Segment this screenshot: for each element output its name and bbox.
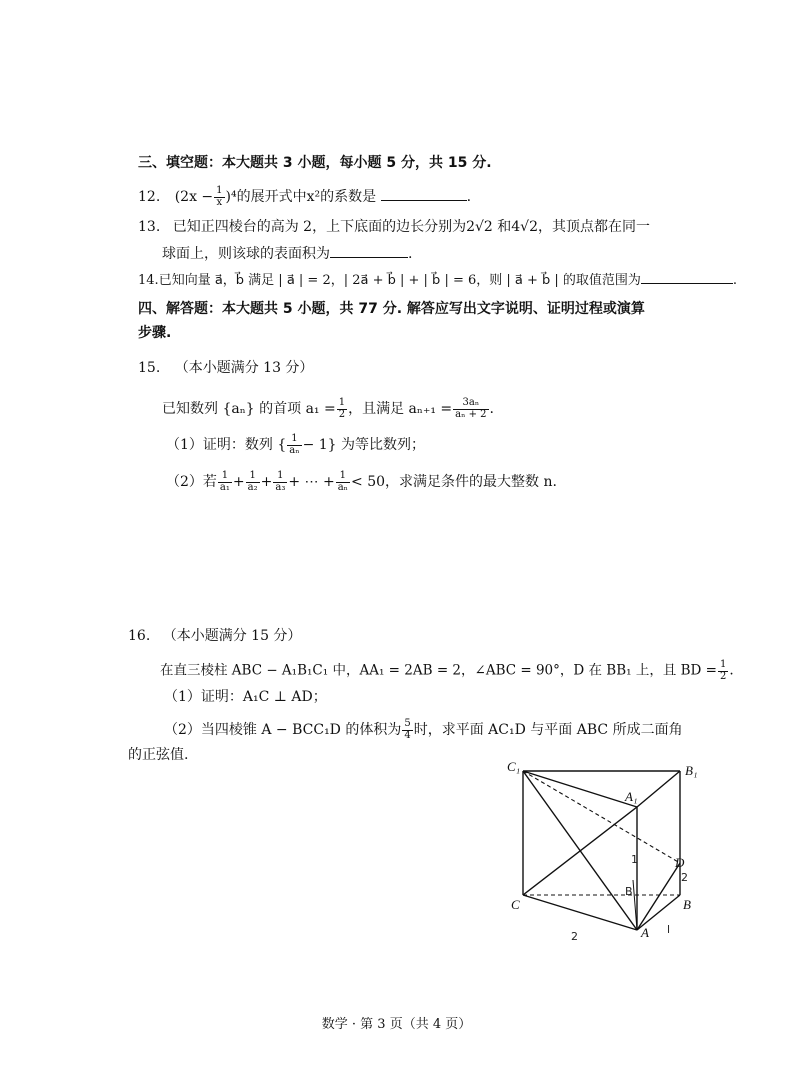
q15-plus-2: + [260,474,273,490]
q15-part1-post: − 1} 为等比数列； [302,437,426,453]
q13-number: 13. [138,219,161,235]
section3-heading: 三、填空题：本大题共 3 小题，每小题 5 分，共 15 分. [138,155,492,171]
q15-part2 [166,471,557,493]
question-16-header [128,629,301,643]
section4-heading-line2: 步骤. [138,325,172,341]
question-15-header [138,361,313,375]
edge-ca [523,895,637,930]
q16-stem-end: . [729,662,734,679]
label-c1: C₁ [507,759,521,774]
question-12 [138,186,471,208]
edge-a1b1 [637,771,680,807]
q12-end: . [466,189,472,205]
q13-answer-blank[interactable] [330,245,408,258]
q13-text-line1: 已知正四棱台的高为 2，上下底面的边长分别为2√2 和4√2，其顶点都在同一 [172,219,650,235]
q15-term2: $\frac{1}{\text{a₂}}$ [247,470,258,493]
q16-stem-text: 在直三棱柱 ABC − A₁B₁C₁ 中，AA₁ = 2AB = 2，∠ABC = 90°，D 在 BB₁ 上，且 BD = [160,662,717,679]
q14-number: 14. [138,273,159,288]
q15-ellipsis: + ⋯ + [288,474,335,490]
q15-term-n: $\frac{1}{\text{aₙ}}$ [337,470,349,493]
q14-text: 已知向量 a⃗，b⃗ 满足 | a⃗ | = 2，| 2a⃗ + b⃗ | + | b⃗ | = 6，则 | a⃗ + b⃗ | 的取值范围为 [158,273,641,288]
diag-ca1 [523,807,637,895]
q16-part2-post: 时，求平面 AC₁D 与平面 ABC 所成二面角 [413,722,683,738]
q15-term3: $\frac{1}{\text{a₃}}$ [275,470,286,493]
q15-stem-pre: 已知数列 {aₙ} 的首项 a₁ = [162,401,336,417]
q16-part1: （1）证明：A₁C ⊥ AD； [164,689,327,705]
q16-score: （本小题满分 15 分） [162,628,302,644]
q16-part2-line2: 的正弦值. [128,747,189,763]
segment-ad [637,863,680,930]
page-footer: 数学 · 第 3 页（共 4 页） [321,1017,472,1032]
q14-answer-blank[interactable] [641,271,733,284]
q15-stem [162,398,494,420]
q15-stem-mid: ，且满足 aₙ₊₁ = [348,401,453,417]
hand-mark-1: 1 [631,853,638,866]
hand-mark-2b: 2 [571,930,578,943]
section4-heading-line1: 四、解答题：本大题共 5 小题，共 77 分. 解答应写出文字说明、证明过程或演算 [138,301,645,317]
question-14 [138,271,737,287]
label-a: A [641,925,649,940]
q16-number: 16. [128,628,151,644]
q15-recurrence-fraction: $\frac{\text{3aₙ}}{\text{aₙ + 2}}$ [455,397,487,420]
hand-mark-l: l [667,923,671,936]
q15-number: 15. [138,360,161,376]
q16-stem [160,660,734,682]
q15-stem-end: . [489,401,494,417]
hand-mark-2a: 2 [681,871,688,884]
prism-figure [505,755,715,945]
q12-fraction: $\frac{1}{x}$ [216,185,223,208]
q14-end: . [732,273,738,288]
label-a1: A₁ [625,789,638,804]
q15-part2-post: < 50，求满足条件的最大整数 n. [351,474,557,490]
question-13-line2 [162,245,412,261]
label-b1: B₁ [685,763,698,778]
q16-bd-fraction: $\frac{1}{2}$ [719,659,727,682]
q16-part2-pre: （2）当四棱锥 A − BCC₁D 的体积为 [164,722,402,738]
q12-answer-blank[interactable] [381,188,467,201]
q15-part1-fraction: $\frac{1}{\text{aₙ}}$ [289,433,300,456]
q13-end: . [408,246,413,262]
hidden-c1d [523,771,680,863]
label-c: C [511,897,520,912]
q15-part2-pre: （2）若 [166,474,217,490]
q15-part1 [166,434,425,456]
q13-text-line2: 球面上，则该球的表面积为 [162,246,330,262]
question-13 [138,220,650,234]
label-b: B [683,897,691,912]
q12-expr-post: )⁴的展开式中x²的系数是 [225,189,377,205]
q15-score: （本小题满分 13 分） [174,360,314,376]
q16-volume-fraction: $\frac{5}{4}$ [404,718,411,741]
q15-plus-1: + [232,474,245,490]
q15-term1: $\frac{1}{\text{a₁}}$ [219,470,230,493]
q16-part2 [164,719,683,741]
q12-expr-pre: (2x − [174,189,214,205]
label-d: D [675,855,685,870]
q15-part1-pre: （1）证明：数列 { [166,437,287,453]
q15-a1-fraction: $\frac{1}{2}$ [338,397,346,420]
q12-number: 12. [138,189,161,205]
hand-mark-b: B [625,885,633,898]
edge-c1a1 [523,771,637,807]
